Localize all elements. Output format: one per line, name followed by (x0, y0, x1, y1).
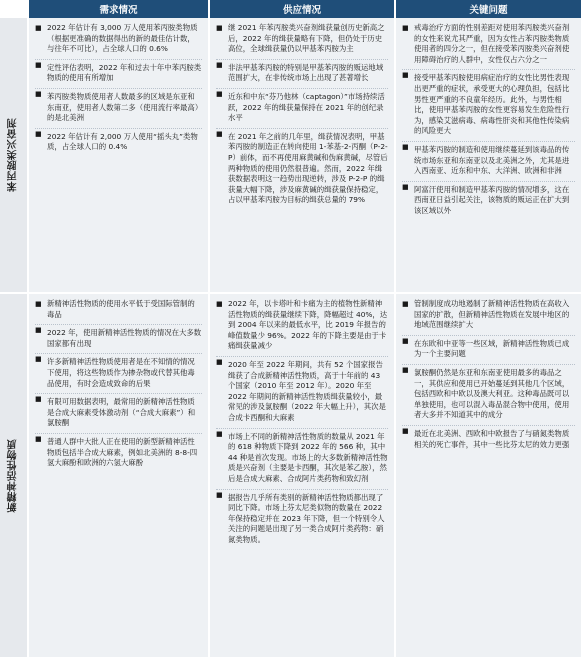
supply-list (210, 294, 394, 545)
bullet-icon: ■ (35, 300, 42, 308)
list-item: ■ 甲基苯丙胺的制造和使用继续蔓延到该毒品的传统市场东亚和东南亚以及北美洲之外，尤其是进入西南亚、近东和中东、大洋洲、欧洲和非洲 (402, 141, 575, 177)
demand-cell (28, 18, 209, 293)
list-item: ■ 新精神活性物质的使用水平低于受国际管制的毒品 (35, 299, 195, 319)
list-item: ■ 苯丙胺类物质使用者人数最多的区域是东亚和东南亚，使用者人数第二多（使用流行率最高）的是北美洲 (35, 88, 202, 124)
section-label-cell (0, 293, 28, 658)
bullet-icon: ■ (35, 326, 42, 335)
list-item: ■ 非法甲基苯丙胺的特别是甲基苯丙胺的贩运地域范围扩大，在非传统市场上出现了甚著增长 (216, 59, 388, 84)
list-item: ■ 2022 年，以卡塔叶和卡痛为主的植物性新精神活性物质的缉获量继续下降，降幅超过 40%，达到 2004 年以来的最低水平，比 2019 年报告的峰值数量少 96%。2022 年的下降主要是由于卡痛缉获量减少 (216, 299, 388, 351)
bullet-icon: ■ (402, 71, 409, 80)
bullet-icon: ■ (216, 24, 223, 32)
list-item: ■ 2022 年估计有 3,000 万人使用苯丙胺类物质（根据更准确的数据得出的新的最佳估计数，与往年不可比），占全球人口的 0.6% (35, 23, 198, 54)
bullet-icon: ■ (402, 142, 409, 151)
bullet-icon: ■ (35, 129, 42, 138)
supply-cell (209, 293, 395, 658)
header-corner (0, 0, 28, 18)
issues-list (396, 294, 581, 450)
bullet-icon: ■ (216, 357, 223, 366)
list-item: ■ 2020 年至 2022 年期间，共有 52 个国家报告缉获了合成新精神活性物质，高于十年前的 43 个国家（2010 年至 2012 年）。2020 年至 2022 年期间的新精神活性物质缉获量较小，最常见的涉及氯胺酮（2022 年大幅上升），其次是合成卡西酮和大麻素 (216, 356, 388, 424)
bullet-icon: ■ (402, 24, 409, 32)
list-item: ■ 阿富汗使用和制造甲基苯丙胺的情况增多，这在西南亚日益引起关注，该物质的贩运正在扩大到该区域以外 (402, 181, 575, 217)
issues-cell (395, 18, 581, 293)
section-label-nps: 新精神活性物质 (8, 438, 19, 513)
list-item: ■ 戒毒治疗方面的性别差距对使用苯丙胺类兴奋剂的女性来说尤其严重，因为女性占苯丙胺类物质使用者的四分之一，但在接受苯丙胺类兴奋剂使用障碍治疗的人群中，女性仅占六分之一 (402, 23, 570, 64)
list-item: ■ 近东和中东“芬乃他林（captagon）”市场持续活跃，2022 年的缉获量保持在 2021 年的创纪录水平 (216, 88, 388, 124)
supply-cell (209, 18, 395, 293)
demand-list (29, 294, 208, 469)
bullet-icon: ■ (35, 60, 42, 69)
list-item: ■ 2022 年，使用新精神活性物质的情况在大多数国家都有出现 (35, 326, 202, 348)
bullet-icon: ■ (216, 300, 223, 308)
bullet-icon: ■ (402, 300, 409, 308)
list-item: ■ 接受甲基苯丙胺使用病症治疗的女性比男性表现出更严重的症状，承受更大的心理负担，包括比男性更严重的不良童年经历。此外，与男性相比，使用甲基苯丙胺的女性更容易发生危险性行为，感染艾滋病毒、病毒性肝炎和其他性传染病的风险更大 (402, 69, 575, 137)
list-item: ■ 许多新精神活性物质使用者是在不知情的情况下使用，将这些物质作为掺杂物或代替其他毒品使用，有时会造成致命的后果 (35, 353, 202, 389)
header-key-issues: 关键问题 (395, 0, 581, 18)
list-item: ■ 在 2021 年之前的几年里，缉获情况表明，甲基苯丙胺的制造正在转向使用 1-苯基-2-丙酮（P-2-P）前体，而不再使用麻黄碱和伪麻黄碱，尽管后两种物质的使用仍然很普遍。然而，2022 年缉获数据表明这一趋势出现逆转，涉及 P-2-P 的缉获量大幅下降，涉及麻黄碱的缉获量保持稳定，占以甲基苯丙胺为目标的缉获总量的 79% (216, 129, 388, 205)
bullet-icon: ■ (35, 89, 42, 98)
issues-cell (395, 293, 581, 658)
section-label-cell (0, 18, 28, 293)
list-item: ■ 在东欧和中亚等一些区域，新精神活性物质已成为一个主要问题 (402, 335, 575, 360)
issues-list (396, 18, 581, 217)
bullet-icon: ■ (35, 24, 42, 32)
section-row-nps (0, 293, 581, 658)
bullet-icon: ■ (216, 60, 223, 69)
supply-list (210, 18, 394, 206)
bullet-icon: ■ (402, 336, 409, 345)
list-item: ■ 氯胺酮仍然是东亚和东南亚使用最多的毒品之一，其供应和使用已开始蔓延到其他几个区域，包括西欧和中欧以及澳大利亚。这种毒品既可以单独使用，也可以混入毒品混合物中使用，使用者大多并不知道其中的成分 (402, 364, 575, 421)
list-item: ■ 据报告几乎所有类别的新精神活性物质都出现了同比下降。市场上芬太尼类似物的数量在 2022 年保持稳定并在 2023 年下降，但一个特别令人关注的问题是出现了另一类合成阿片类药物：硝氮类物质。 (216, 489, 388, 546)
list-item: ■ 2022 年估计有 2,000 万人使用“摇头丸”类物质，占全球人口的 0.4% (35, 128, 202, 153)
demand-list (29, 18, 208, 153)
bullet-icon: ■ (35, 395, 42, 404)
bullet-icon: ■ (35, 434, 42, 443)
bullet-icon: ■ (216, 490, 223, 499)
bullet-icon: ■ (35, 355, 42, 364)
list-item: ■ 管制制度成功地遏制了新精神活性物质在高收入国家的扩散，但新精神活性物质在发展中地区的地域范围继续扩大 (402, 299, 570, 330)
list-item: ■ 定性评估表明，2022 年和过去十年中苯丙胺类物质的使用有所增加 (35, 60, 202, 83)
demand-cell (28, 293, 209, 658)
section-label-amphetamines: 苯丙胺类兴奋剂 (8, 118, 19, 192)
list-item: ■ 继 2021 年苯丙胺类兴奋剂缉获量创历史新高之后，2022 年的缉获量略有下降，但仍处于历史高位，全球缉获量仍以甲基苯丙胺为主 (216, 23, 385, 54)
bullet-icon: ■ (216, 429, 223, 438)
bullet-icon: ■ (402, 182, 409, 191)
section-row-amphetamines (0, 18, 581, 293)
list-item: ■ 最近在北美洲、西欧和中欧报告了与硝氮类物质相关的死亡事件，其中一些比芬太尼的效力更强 (402, 425, 575, 450)
header-row (0, 0, 581, 18)
list-item: ■ 市场上不同的新精神活性物质的数量从 2021 年的 618 种物质下降到 2022 年的 566 种，其中 44 种是首次发现。市场上的大多数新精神活性物质是兴奋剂（主要是卡西酮，其次是苯乙胺），然后是合成大麻素、合成阿片类药物和致幻剂 (216, 429, 388, 483)
header-supply: 供应情况 (209, 0, 395, 18)
header-demand: 需求情况 (28, 0, 209, 18)
bullet-icon: ■ (216, 89, 223, 98)
list-item: ■ 普通人群中大批人正在使用的新型新精神活性物质包括半合成大麻素，例如北美洲的 8-8-四氢大麻酚和欧洲的六氢大麻酚 (35, 433, 202, 469)
bullet-icon: ■ (402, 426, 409, 435)
list-item: ■ 有限可用数据表明，最常用的新精神活性物质是合成大麻素受体激动剂（“合成大麻素”）和氯胺酮 (35, 393, 202, 429)
bullet-icon: ■ (216, 129, 223, 138)
bullet-icon: ■ (402, 365, 409, 374)
